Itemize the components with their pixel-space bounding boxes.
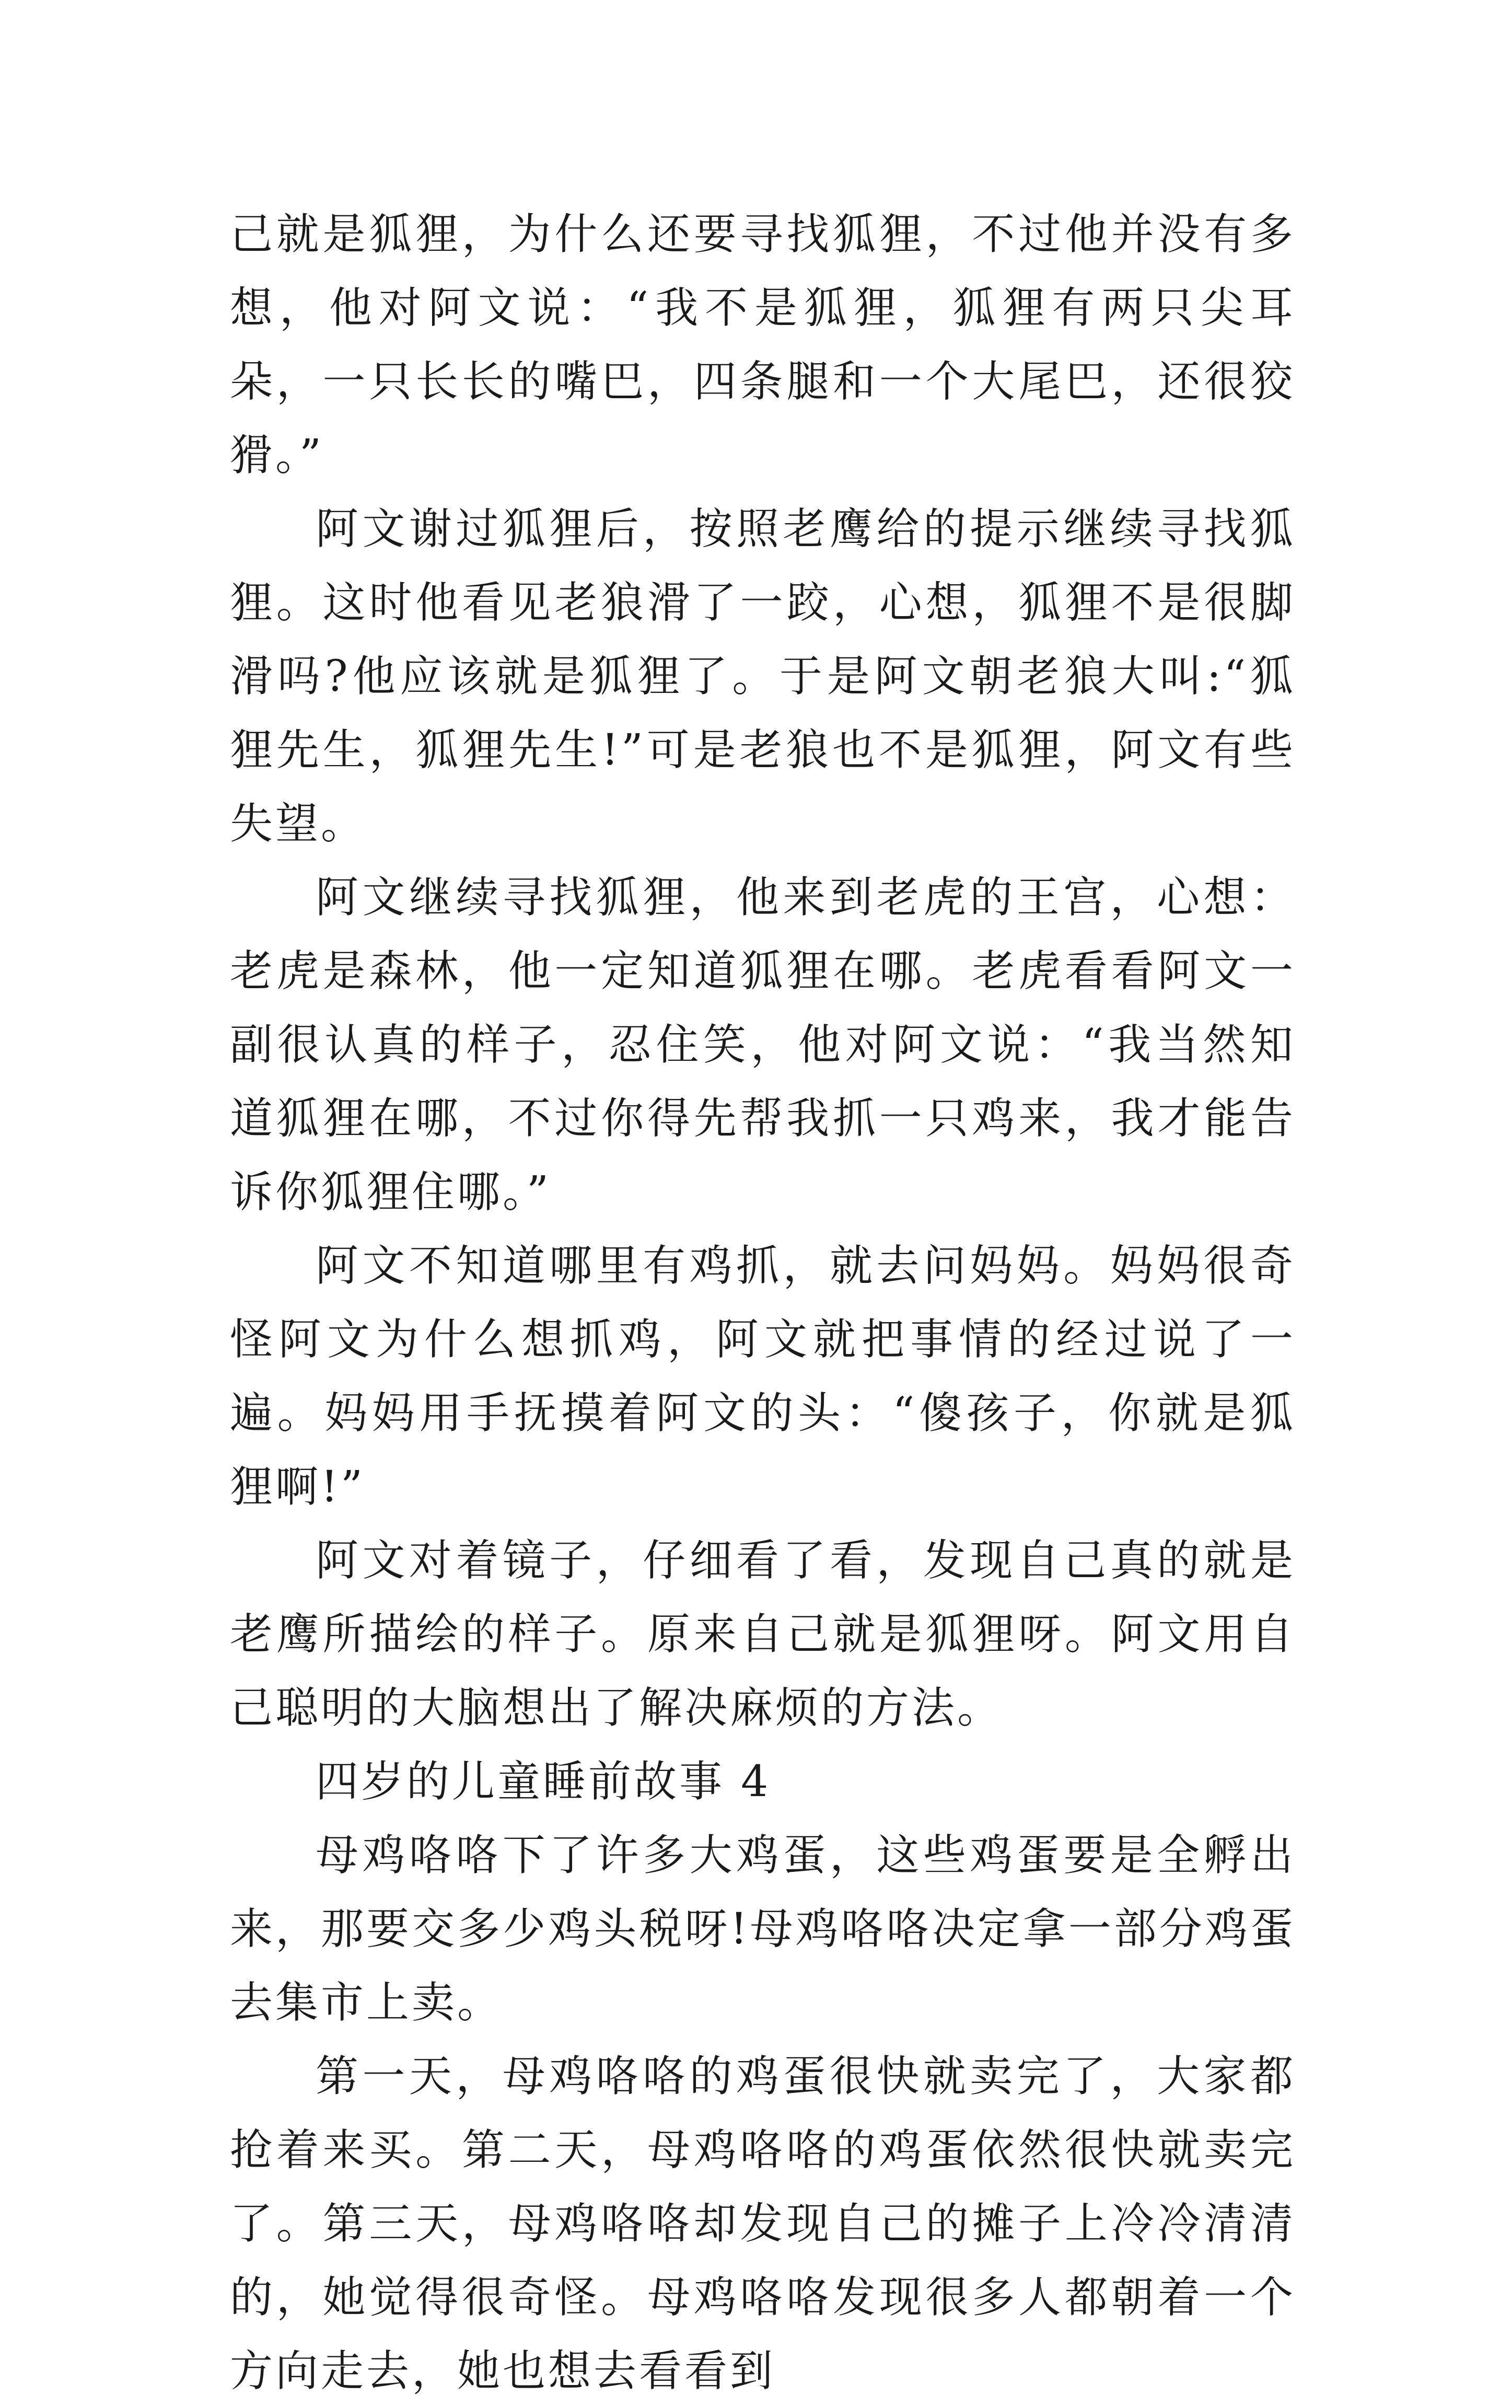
paragraph: 阿文谢过狐狸后，按照老鹰给的提示继续寻找狐狸。这时他看见老狼滑了一跤，心想，狐狸不是很脚滑吗?他应该就是狐狸了。于是阿文朝老狼大叫:“狐狸先生，狐狸先生!”可是老狼也不是狐狸，阿文有些失望。 (230, 504, 1296, 849)
story-text (230, 198, 1296, 2408)
paragraph: 第一天，母鸡咯咯的鸡蛋很快就卖完了，大家都抢着来买。第二天，母鸡咯咯的鸡蛋依然很快就卖完了。第三天，母鸡咯咯却发现自己的摊子上冷冷清清的，她觉得很奇怪。母鸡咯咯发现很多人都朝着一个方向走去，她也想去看看到 (230, 2052, 1296, 2396)
paragraph: 阿文继续寻找狐狸，他来到老虎的王宫，心想：老虎是森林，他一定知道狐狸在哪。老虎看看阿文一副很认真的样子，忍住笑，他对阿文说：“我当然知道狐狸在哪，不过你得先帮我抓一只鸡来，我才能告诉你狐狸住哪。” (230, 873, 1296, 1217)
story-heading: 四岁的儿童睡前故事 4 (316, 1757, 771, 1807)
paragraph: 母鸡咯咯下了许多大鸡蛋，这些鸡蛋要是全孵出来，那要交多少鸡头税呀!母鸡咯咯决定拿一部分鸡蛋去集市上卖。 (230, 1831, 1296, 2028)
paragraph-continuation: 己就是狐狸，为什么还要寻找狐狸，不过他并没有多想，他对阿文说：“我不是狐狸，狐狸有两只尖耳朵，一只长长的嘴巴，四条腿和一个大尾巴，还很狡猾。” (230, 210, 1296, 480)
paragraph: 阿文不知道哪里有鸡抓，就去问妈妈。妈妈很奇怪阿文为什么想抓鸡，阿文就把事情的经过说了一遍。妈妈用手抚摸着阿文的头：“傻孩子，你就是狐狸啊!” (230, 1241, 1296, 1512)
paragraph: 阿文对着镜子，仔细看了看，发现自己真的就是老鹰所描绘的样子。原来自己就是狐狸呀。阿文用自己聪明的大脑想出了解决麻烦的方法。 (230, 1536, 1296, 1733)
